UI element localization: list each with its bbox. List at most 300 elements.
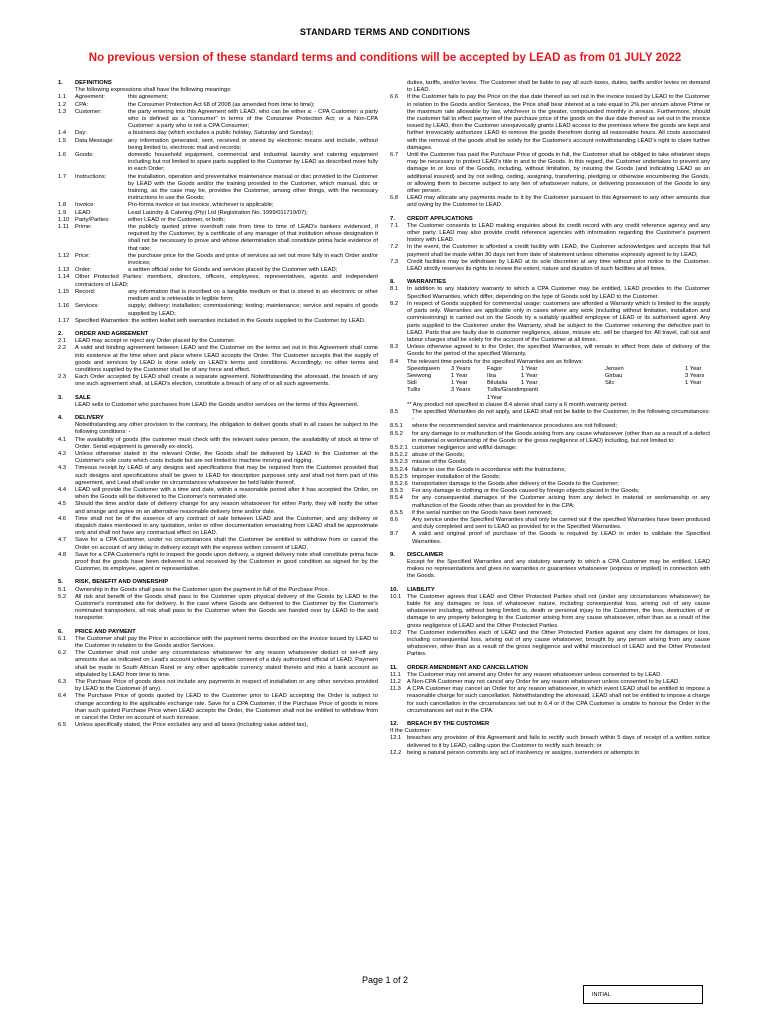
clause-list <box>58 636 378 730</box>
section-heading: WARRANTIES <box>407 279 446 286</box>
definition-text: a written official order for Goods and services placed by the Customer with LEAD; <box>128 267 338 274</box>
clause-text: LEAD may accept or reject any Order placed by the Customer. <box>75 338 236 345</box>
clause-text: Unless otherwise stated in the relevant Order, the Goods shall be delivered by LEAD to the Customer at the Customer's sole costs which costs include but are not limited to machine moving and rigging. <box>75 450 378 465</box>
clause-text: LEAD sells to Customer who purchases from LEAD the Goods and/or services on the terms of this Agreement. <box>75 401 359 408</box>
clause-number: 7.1 <box>390 222 399 229</box>
clause-item <box>390 359 710 366</box>
clause-number: 10.1 <box>390 593 402 600</box>
clause-number: 8.5.2.2 <box>390 452 408 459</box>
clause-text: The availability of goods (the customer must check with the relevant sales person, the availability of stock at time of Order. Serial equipment is generally ex-stock). <box>75 436 378 450</box>
definition-term: Price: <box>75 252 90 259</box>
definition-term: Data Message: <box>75 137 114 144</box>
section-definitions <box>58 80 378 325</box>
definition-text: either LEAD or the Customer, or both; <box>128 216 225 223</box>
warranty-cell: Ilsa <box>487 372 497 379</box>
section-risk <box>58 579 378 622</box>
definition-item <box>58 152 378 174</box>
clause-text: The Customer indemnifies each of LEAD and the Other Protected Parties against any claim for damages or loss, including consequential loss, arising out of any cause whatsoever, brought by any person arising from any cause whatsoever, other than as a result of the gross negligence and willful misconduct of LEAD and the Other Protected Parties. <box>407 629 710 658</box>
definition-text: this agreement; <box>128 94 168 101</box>
clause-text: Save for a CPA Customer's right to inspect the goods upon delivery, a signed delivery note shall constitute prima facie proof that the goods have been delivered to and received by the Customer in good condition as signed for by the Customer, its employee, agent or representative. <box>75 551 378 573</box>
clause-text: for any consequential damages of the Customer arising from any defect in material or workmanship or any malfunction of the Goods other than as provided for in the CPA; <box>412 495 710 509</box>
section-heading: LIABILITY <box>407 586 435 593</box>
clause-item <box>390 594 710 630</box>
section-number: 5. <box>58 579 63 586</box>
clause-number: 8.5.1 <box>390 423 403 430</box>
clause-list <box>390 223 710 273</box>
clause-text: breaches any provision of this Agreement and fails to rectify such breach within 5 days of receipt of a written notice delivered to it by LEAD, calling upon the Customer to rectify such breach; or <box>407 735 710 749</box>
section-heading: DEFINITIONS <box>75 80 112 86</box>
clause-item <box>58 437 378 451</box>
definition-item <box>58 253 378 267</box>
clause-text: Until the Customer has paid the Purchase Price of goods in full, the Customer shall be obliged to take whatever steps may be necessary to protect LEAD's title in and to the Goods. In this regard, the Customer undertakes to prevent any damage to or loss of the Goods, including, without limitation, by insuring the Goods (and indicating LEAD as an additional insured) and by not selling, ceding, assigning, transferring, pledging or otherwise encumbering the Goods, or allowing them to become subject to any lien of whatsoever nature, or delivering possession of the Goods to any other person. <box>407 152 710 195</box>
initial-box[interactable] <box>583 985 703 1004</box>
clause-number: 6.1 <box>58 635 67 642</box>
section-price-payment-cont <box>390 80 710 210</box>
clause-list <box>58 587 378 623</box>
clause-number: 8.7 <box>390 531 399 538</box>
page-number: Page 1 of 2 <box>361 975 409 985</box>
clause-text: Each Order accepted by LEAD shall create a separate agreement. Notwithstanding the aforesaid, the breach of any one such agreement shall, at LEAD's election, constitute a breach of any of or all such agreements. <box>75 374 378 388</box>
clause-text: LEAD will provide the Customer with a time and date, within a reasonable period after it has accepted the Order, on when the Goods will be delivered to the Customer's nominated site. <box>75 486 378 501</box>
clause-text: Unless specifically stated, the Price excludes any and all taxes (including value added tax), <box>75 722 308 729</box>
definition-text: supply; delivery; installation; commissioning; testing; maintenance; service and repairs of goods supplied by LEAD; <box>128 303 378 317</box>
warranty-cell: Speedqueen <box>407 365 440 372</box>
section-number: 8. <box>390 279 395 286</box>
clause-text: For any damage to clothing or the Goods caused by foreign objects placed in the Goods; <box>412 488 640 495</box>
clause-number: 4.7 <box>58 537 67 544</box>
clause-number: 7.3 <box>390 258 399 265</box>
definition-text: any information that is inscribed on a tangible medium or that is stored in an electronic or other medium and is retrievable in legible form; <box>128 288 378 303</box>
clause-text: Time shall not be of the essence of any contract of sale between LEAD and the Customer, and any delivery or dispatch dates mentioned in any quotation, order or other documentation emanating from LEAD shall be approximate only and shall not have any contractual effect on LEAD. <box>75 515 378 537</box>
clause-item <box>58 501 378 515</box>
section-heading: CREDIT APPLICATIONS <box>407 215 473 222</box>
clause-text: abuse of the Goods; <box>412 452 465 459</box>
clause-text: Save for a CPA Customer, under no circumstances shall the Customer be entitled to withdraw from or cancel the Order on account of any delay in delivery except with the express written consent of LEAD. <box>75 537 378 551</box>
clause-number: 12.2 <box>390 749 402 756</box>
definition-term: Day: <box>75 130 87 137</box>
clause-item <box>58 338 378 345</box>
clause-item <box>390 244 710 258</box>
clause-number: 1.14 <box>58 274 70 281</box>
clause-item <box>58 636 378 650</box>
definition-term: Party/Parties: <box>75 216 110 223</box>
clause-list <box>390 672 710 715</box>
clause-number: 1.5 <box>58 137 67 144</box>
clause-item <box>58 594 378 623</box>
definition-item <box>58 94 378 101</box>
clause-item <box>58 587 378 594</box>
section-heading: ORDER AND AGREEMENT <box>75 330 149 337</box>
section-intro: If the Customer: <box>390 728 432 735</box>
warranty-cell: Silc <box>605 380 615 387</box>
warranty-cell: 1 Year <box>521 365 538 372</box>
definition-item <box>58 102 378 109</box>
clause-item <box>390 423 710 430</box>
clause-item <box>390 286 710 300</box>
clause-number: 8.5.2.4 <box>390 466 408 473</box>
clause-text: Ownership in the Goods shall pass to the Customer upon the payment in full of the Purchase Price. <box>75 586 330 593</box>
clause-item <box>390 517 710 531</box>
clause-text: customer negligence and willful damage; <box>412 444 517 451</box>
definition-text: the party entering into this Agreement with LEAD, who can be either a: - CPA Customer: a party who is defined as a "consumer" in terms of the Consumer Protection Act; or a Non-CPA Customer: a party who is not a CPA Consumer; <box>128 108 378 130</box>
clause-text: Timeous receipt by LEAD of any designs and specifications that may be required from the Customer provided that such designs and specifications shall be given to LEAD for description purposes only and shall not form part of this agreement, and Lead shall under no circumstances whatsoever be held liable thereof. <box>75 465 378 486</box>
section-heading: SALE <box>75 394 91 401</box>
definition-text: the installation, operation and preventative maintenance manual or disc provided to the Customer by LEAD with the Goods and/or the training provided to the Customer, which manual, disc or training, as the case may be, provides the Customer, among other things, with the necessary instructions to use the Goods; <box>128 173 378 202</box>
clause-item <box>390 94 710 152</box>
clause-item <box>58 537 378 551</box>
clause-text: Credit facilities may be withdrawn by LEAD at its sole discretion at any time without prior notice to the Customer. LEAD strictly reserves its rights to review the extent, nature and duration of such facilities at all times. <box>407 258 710 273</box>
clause-item <box>390 735 710 749</box>
section-heading: DELIVERY <box>75 414 104 421</box>
warranty-cell <box>685 387 721 401</box>
section-sale <box>58 395 378 409</box>
clause-item <box>58 451 378 465</box>
clause-number: 8.5.2 <box>390 430 403 437</box>
warranty-cell: 1 Year <box>685 380 702 387</box>
definition-item <box>58 202 378 209</box>
section-liability <box>390 587 710 659</box>
clause-item <box>390 409 710 423</box>
clause-item <box>390 679 710 686</box>
section-number: 7. <box>390 215 395 222</box>
clause-number: 11.1 <box>390 671 401 678</box>
definition-term: Invoice: <box>75 202 95 209</box>
section-intro: Notwithstanding any other provision to the contrary, the obligation to deliver goods shall in all cases be subject to the following conditions: - <box>75 422 378 436</box>
definition-term: LEAD: <box>75 209 92 216</box>
right-column <box>390 80 710 763</box>
definition-item <box>58 224 378 253</box>
warranty-cell <box>605 387 685 401</box>
definition-text: the purchase price for the Goods and price of services as set out more fully in each Order and/or invoices; <box>128 252 378 267</box>
definition-text: the Consumer Protection Act 68 of 2008 (as amended from time to time); <box>128 101 315 108</box>
clause-number: 8.4 <box>390 358 399 365</box>
clause-list <box>390 594 710 659</box>
definition-item <box>58 217 378 224</box>
clause-text: The Customer agrees that LEAD and Other Protected Parties shall not (under any circumstances whatsoever) be liable for any damages or loss of whatsoever nature, including consequential loss, arising out of any cause whatsoever including, without being limited to, death or personal injury to the Customer, the loss, destruction of or damage to any property belonging to the Customer arising from any cause whatsoever, other than as a result of the gross negligence of LEAD and the Other Protected Parties. <box>407 593 710 629</box>
clause-text: In the event, the Customer is afforded a credit facility with LEAD, the Customer acknowledges and accepts that full payment shall be made within 30 days net from date of statement unless otherwise expressly agreed to by LEAD; <box>407 244 710 258</box>
warranty-cell: 3 Years <box>451 365 471 372</box>
clause-text: The Customer may not amend any Order for any reason whatsoever unless consented to by LEAD. <box>407 671 662 678</box>
clause-item <box>390 750 710 757</box>
definition-text: Specified Warranties: the written leaflet with warranties included in the Goods supplied to the Customer by LEAD. <box>75 317 366 324</box>
clause-list <box>390 409 710 546</box>
warranty-cell: 1 Year <box>451 380 468 387</box>
clause-number: 8.6 <box>390 516 399 523</box>
clause-number: 1.8 <box>58 202 67 209</box>
warranty-cell: 1 Year <box>521 372 538 379</box>
clause-number: 8.5.4 <box>390 495 403 502</box>
left-column <box>58 80 378 735</box>
section-heading: RISK, BENEFIT AND OWNERSHIP <box>75 579 169 586</box>
clause-text: In respect of Goods supplied for commercial usage: customers are afforded a Warranty which is limited to the supply of parts only. Warranties are applicable only in cases where any work (including without limitation, installation and commissioning) is carried out on the Goods by a suitably qualified employee of LEAD or its authorised agent. Any parts supplied to the Customer under the Warranty, shall be subject to the Customer returning the defective part to LEAD. Parts that are faulty due to customer negligence, abuse, misuse etc. will be charged for. All travel, call out and labour charges shall be solely for the account of the Customer at all times. <box>407 300 710 343</box>
clause-item <box>390 510 710 517</box>
clause-item <box>390 672 710 679</box>
document-subtitle: No previous version of these standard terms and conditions will be accepted by LEAD as from 01 JULY 2022 <box>88 52 682 64</box>
clause-number: 1.3 <box>58 108 67 115</box>
clause-number: 2.3 <box>58 374 67 381</box>
clause-text: The Customer shall pay the Price in accordance with the payment terms described on the invoice issued by LEAD to the Customer in relation to the Goods and/or Services. <box>75 635 378 650</box>
section-delivery <box>58 415 378 573</box>
clause-text: misuse of the Goods; <box>412 459 467 466</box>
section-heading: PRICE AND PAYMENT <box>75 628 136 635</box>
clause-text: Any service under the Specified Warranties shall only be carried out if the specified Warranties have been produced and duly completed and sent to LEAD as provided for in the Specified Warranties. <box>412 516 710 531</box>
definition-item <box>58 318 378 325</box>
clause-number: 8.5.3 <box>390 488 403 495</box>
clause-text: where the recommended service and maintenance procedures are not followed; <box>412 423 617 430</box>
section-intro: The following expressions shall have the following meanings: <box>75 87 232 94</box>
definition-text: any information generated, sent, received or stored by electronic means and include, without being limited to, electronic mail and records; <box>128 137 378 151</box>
clause-number: 1.1 <box>58 94 67 101</box>
clause-number: 12.1 <box>390 735 402 742</box>
definition-text: the publicly quoted prime overdraft rate from time to time of LEAD's bankers evidenced, if required by the Customer, by a certificate of any manager of that institution whose designation it shall not be necessary to prove and whose determination shall constitute prima facie evidence of that rate; <box>128 224 378 252</box>
section-warranties <box>390 279 710 546</box>
clause-text: The specified Warranties do not apply, and LEAD shall not be liable to the Customer, in the following circumstances: - <box>412 408 710 423</box>
clause-item <box>58 679 378 693</box>
clause-item <box>390 301 710 344</box>
clause-item <box>390 488 710 495</box>
definition-item <box>58 138 378 152</box>
clause-number: 1.12 <box>58 252 70 259</box>
clause-text: The Purchase Price of goods does not include any payments in respect of installation or any other services provided by LEAD to the Customer (if any). <box>75 679 378 693</box>
warranty-cell: Girbau <box>605 372 623 379</box>
section-credit <box>390 216 710 274</box>
warranty-cell: 1 Year <box>451 372 468 379</box>
clause-number: 8.5.2.3 <box>390 459 408 466</box>
warranty-table <box>407 366 710 402</box>
clause-text: The Purchase Price of goods quoted by LEAD to the Customer prior to LEAD accepting the Order is subject to change according to the applicable exchange rate. Save for a CPA Customer, if the Purchase Price of goods is more than such quoted Purchase Price when LEAD accepts the Order, the Customer shall not be entitled to withdraw from or cancel the Order on account of such increase. <box>75 693 378 722</box>
clause-text: All risk and benefit of the Goods shall pass to the Customer upon physical delivery of the Goods by LEAD to the Customer's nominated site for delivery. In the case where Goods are delivered to the Customer by the Customer's nominated transporters, all risk shall pass to the Customer when the Goods are handed over by LEAD to the said transporter. <box>75 593 378 622</box>
clause-item <box>390 452 710 459</box>
warranty-cell: Bilutalia <box>487 380 508 387</box>
section-number: 1. <box>58 80 63 86</box>
definition-item <box>58 274 378 288</box>
definition-text: Pro-forma invoice or tax invoice, whichever is applicable; <box>128 202 274 209</box>
clause-item <box>58 465 378 487</box>
clause-item <box>390 481 710 488</box>
clause-item <box>58 722 378 729</box>
section-number: 10. <box>390 586 399 593</box>
clause-text: failure to use the Goods in accordance with the Instructions; <box>412 466 566 473</box>
clause-item <box>390 459 710 466</box>
warranty-cell: 1 Year <box>521 380 538 387</box>
section-number: 12. <box>390 721 399 728</box>
clause-number: 4.8 <box>58 551 67 558</box>
clause-number: 6.7 <box>390 152 399 159</box>
clause-item <box>390 531 710 545</box>
clause-item <box>390 195 710 209</box>
clause-item <box>58 345 378 374</box>
warranty-cell: Seewong <box>407 372 432 379</box>
definition-term: Record: <box>75 288 96 295</box>
clause-text: Unless otherwise agreed to in the Order, the specified Warranties, will remain in effect from date of delivery of the Goods for the period of the specified Warranty. <box>407 344 710 358</box>
clause-number: 1.15 <box>58 288 70 295</box>
clause-text: LEAD may allocate any payments made to it by the Customer pursuant to this Agreement to any other amounts due and owing by the Customer to LEAD. <box>407 195 710 209</box>
section-price-payment <box>58 629 378 730</box>
definitions-list <box>58 94 378 325</box>
warranty-cell: Fagor <box>487 365 503 372</box>
clause-text: The Customer consents to LEAD making enquiries about its credit record with any credit reference agency and any other party. LEAD may also provide credit reference agencies with information regarding the Customer's payment history with LEAD. <box>407 222 710 244</box>
clause-text: improper installation of the Goods; <box>412 473 501 480</box>
clause-text: transportation damage to the Goods after delivery of the Goods to the Customer; <box>412 480 619 487</box>
clause-text: If the Customer fails to pay the Price on the due date thereof as set out in the invoice issued by LEAD to the Customer in relation to the Goods and/or Services, the Price shall bear interest at a rate equal to 2% per annum above Prime or the maximum rate allowable by law, whichever is the greater, compounded monthly in arrears. Furthermore, should the customer fail to effect payment of the purchase price of the goods on the due date thereof as set out in the invoice issued by LEAD, then the Customer unequivocally grants LEAD access to the premises where the goods are kept and further irrevocably authorizes LEAD to remove the goods therefrom during all reasonable hours. All costs associated with the removal of the goods shall be solely for the Customer's account notwithstanding LEAD's right to claim further damages. <box>407 94 710 151</box>
definition-item <box>58 210 378 217</box>
clause-number: 8.2 <box>390 300 399 307</box>
definition-item <box>58 109 378 131</box>
definition-term: Instructions: <box>75 173 107 180</box>
definition-text: a business day (which excludes a public holiday, Saturday and Sunday); <box>128 130 314 137</box>
section-number: 2. <box>58 330 63 337</box>
section-heading: ORDER AMENDMENT AND CANCELLATION <box>407 664 528 671</box>
clause-item <box>390 445 710 452</box>
warranty-cell: Tullis/Grandimpianti 1Year <box>487 387 539 401</box>
section-breach <box>390 721 710 757</box>
document-title: STANDARD TERMS AND CONDITIONS <box>299 27 471 37</box>
clause-number: 8.5.2.1 <box>390 444 408 451</box>
clause-text: In addition to any statutory warranty to which a CPA Customer may be entitled, LEAD provides to the Customer Specified Warranties, which differ, depending on the type of Goods sold by LEAD to the Customer. <box>407 286 710 300</box>
definition-item <box>58 289 378 303</box>
definition-term: Order: <box>75 267 92 274</box>
clause-number: 5.2 <box>58 593 67 600</box>
section-disclaimer <box>390 552 710 581</box>
clause-number: 11.2 <box>390 679 401 686</box>
clause-list <box>390 735 710 757</box>
clause-text: The Customer shall not under any circumstances whatsoever for any reason whatsoever deduct or set-off any amounts due as indicated on Lead's account unless by written consent of a duly authorized official of LEAD. Payment shall be made in South African Rand or any other applicable currency stated thereto and into a bank account as stipulated by LEAD from time to time. <box>75 650 378 678</box>
definition-term: Prime: <box>75 224 92 231</box>
clause-number: 1.4 <box>58 130 67 137</box>
definition-item <box>58 303 378 317</box>
clause-text: for any damage to or malfunction of the Goods arising from any cause whatsoever (other than as a result of a defect in material or workmanship of the Goods or the gross negligence of LEAD) including, but not limited to: <box>412 430 710 444</box>
clause-text: A Non-CPA Customer may not cancel any Order for any reason whatsoever unless consented to by LEAD. <box>407 679 680 686</box>
clause-list <box>390 94 710 209</box>
clause-text: if the serial number on the Goods have been removed; <box>412 509 553 516</box>
clause-number: 1.16 <box>58 303 70 310</box>
clause-number: 1.6 <box>58 152 67 159</box>
clause-text: Should the time and/or date of delivery change for any reason whatsoever for either Party, they will notify the other and arrange and agree on an alternative reasonable delivery time and/or date. <box>75 501 378 515</box>
clause-number: 4.1 <box>58 436 67 443</box>
clause-item <box>58 487 378 501</box>
clause-number: 1.2 <box>58 101 67 108</box>
clause-number: 1.17 <box>58 317 70 324</box>
clause-number: 6.8 <box>390 195 399 202</box>
warranty-note: ** Any product not specified in clause 8.4 above shall carry a 6 month warranty period. <box>407 401 629 408</box>
clause-list <box>390 286 710 365</box>
clause-number: 6.3 <box>58 679 67 686</box>
clause-item <box>58 374 378 388</box>
warranty-cell: Sidi <box>407 380 417 387</box>
definition-text: Lead Laundry & Catering (Pty) Ltd (Registration No. 1999/011719/07); <box>128 209 308 216</box>
clause-number: 11.3 <box>390 686 401 693</box>
warranty-cell: 1 Year <box>685 365 702 372</box>
clause-item <box>390 344 710 358</box>
clause-number: 4.3 <box>58 465 67 472</box>
clause-text: duties, tariffs, and/or levies. The Customer shall be liable to pay all such taxes, duties, tariffs and/or levies on demand to LEAD. <box>407 80 710 94</box>
definition-term: Services: <box>75 303 99 310</box>
section-number: 9. <box>390 551 395 558</box>
clause-number: 2.1 <box>58 338 67 345</box>
clause-list <box>58 437 378 574</box>
definition-text: domestic household equipment, commercial and industrial laundry and catering equipment including but not limited to spare parts supplied to the Customer by LEAD as described more fully in each Order; <box>128 152 378 173</box>
clause-item <box>58 552 378 574</box>
clause-number: 4.2 <box>58 450 67 457</box>
clause-item <box>390 223 710 245</box>
clause-text: A valid and original proof of purchase of the Goods is required by LEAD in order to validate the Specified Warranties. <box>412 531 710 545</box>
clause-text: being a natural person commits any act of insolvency or assigns, surrenders or attempts to <box>407 749 640 756</box>
definition-text: Other Protected Parties: members, directors, officers, employees, representatives, agents and independent contractors of LEAD; <box>75 274 378 288</box>
clause-number: 7.2 <box>390 244 399 251</box>
clause-item <box>390 495 710 509</box>
clause-item <box>58 693 378 722</box>
clause-number: 1.7 <box>58 173 67 180</box>
initial-label: INITIAL <box>592 992 611 998</box>
clause-number: 6.6 <box>390 94 399 101</box>
clause-number: 4.4 <box>58 486 67 493</box>
clause-number: 1.13 <box>58 267 70 274</box>
warranty-cell <box>521 387 605 401</box>
clause-item <box>390 686 710 715</box>
definition-term: Agreement: <box>75 94 105 101</box>
clause-list <box>58 338 378 388</box>
section-number: 11. <box>390 664 398 671</box>
section-order-amendment <box>390 665 710 715</box>
warranty-cell: 3 Years <box>451 387 471 394</box>
clause-number: 1.9 <box>58 209 67 216</box>
section-number: 4. <box>58 414 63 421</box>
section-number: 3. <box>58 394 63 401</box>
clause-number: 8.1 <box>390 286 399 293</box>
clause-number: 6.2 <box>58 650 67 657</box>
clause-number: 8.5 <box>390 408 399 415</box>
clause-number: 2.2 <box>58 345 67 352</box>
definition-term: Customer: <box>75 108 102 115</box>
clause-item <box>390 152 710 195</box>
clause-number: 8.5.5 <box>390 509 403 516</box>
definition-term: CPA: <box>75 101 89 108</box>
clause-text: A valid and binding agreement between LEAD and the Customer on the terms set out in this Agreement shall come into existence at the time when and place where LEAD accepts the Order. The Customer accepts that the supply of goods and services by LEAD is done solely on LEAD's terms and conditions. Accordingly, no other terms and conditions supplied by the Customer shall be of any force and effect. <box>75 345 378 373</box>
clause-text: A CPA Customer may cancel an Order for any reason whatsoever, in which event LEAD shall be entitled to impose a reasonable charge for such cancellation. Notwithstanding the aforesaid, LEAD shall not be entitled to impose a charge for such cancellation in the circumstances set out in 6.4 or if the CPA Customer is unable to honour the Order in the circumstances set out in the CPA. <box>407 686 710 714</box>
clause-item <box>58 516 378 538</box>
section-heading: BREACH BY THE CUSTOMER <box>407 721 490 728</box>
clause-number: 4.5 <box>58 501 67 508</box>
definition-item <box>58 174 378 203</box>
clause-number: 8.5.2.6 <box>390 480 408 487</box>
definition-item <box>58 267 378 274</box>
warranty-cell: Jensen <box>605 365 624 372</box>
clause-item <box>390 630 710 659</box>
clause-number: 1.11 <box>58 224 69 231</box>
clause-number: 8.5.2.5 <box>390 473 408 480</box>
clause-item <box>390 431 710 445</box>
section-number: 6. <box>58 628 63 635</box>
clause-item <box>58 650 378 679</box>
definition-item <box>58 130 378 137</box>
section-order-agreement <box>58 331 378 389</box>
clause-number: 4.6 <box>58 515 67 522</box>
clause-number: 1.10 <box>58 216 70 223</box>
clause-item <box>390 259 710 273</box>
warranty-cell: Tullis <box>407 387 421 394</box>
clause-number: 10.2 <box>390 629 402 636</box>
clause-text: The relevant time periods for the specified Warranties are as follows: <box>407 358 584 365</box>
clause-text: Except for the Specified Warranties and any statutory warranty to which a CPA Customer may be entitled, LEAD makes no representations and gives no warranties or guarantees whatsoever (express or implied) in connection with the Goods. <box>407 559 710 580</box>
definition-term: Goods: <box>75 152 94 159</box>
section-heading: DISCLAIMER <box>407 551 444 558</box>
clause-item <box>390 467 710 474</box>
clause-number: 6.4 <box>58 693 67 700</box>
clause-number: 6.5 <box>58 722 67 729</box>
clause-number: 8.3 <box>390 344 399 351</box>
clause-number: 5.1 <box>58 586 67 593</box>
clause-item <box>390 474 710 481</box>
